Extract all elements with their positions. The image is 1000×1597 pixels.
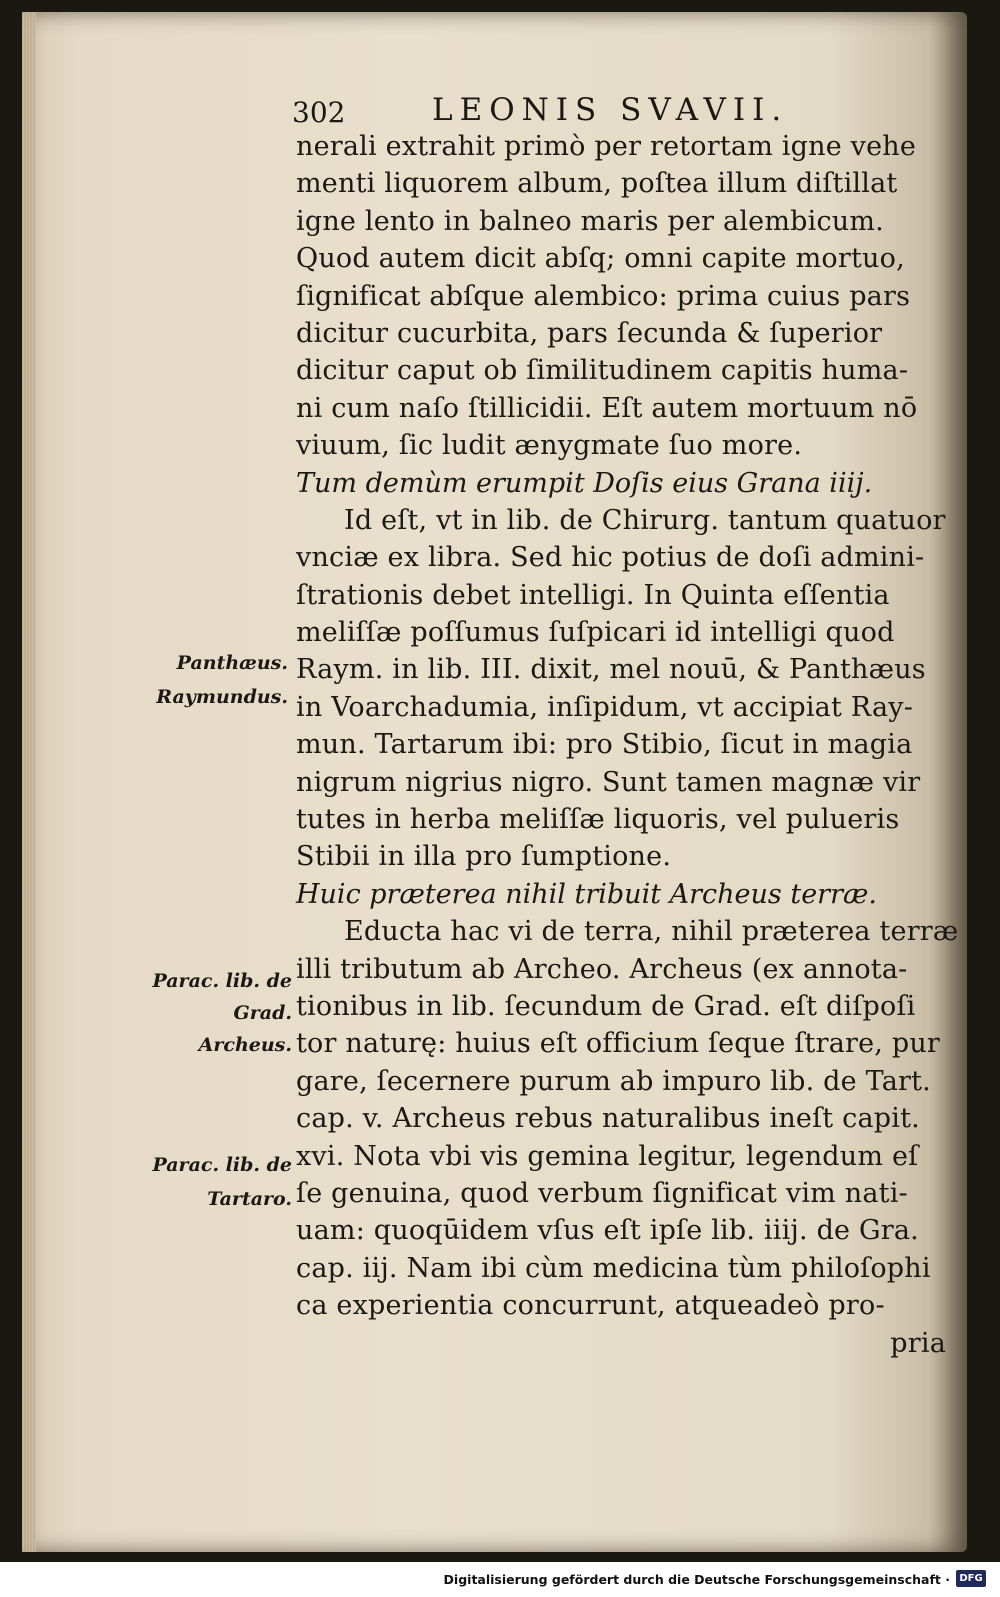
text-line: ca experientia concurrunt, atqueadeò pro-	[296, 1290, 885, 1322]
footer-credit: Digitalisierung gefördert durch die Deutsche Forschungsgemeinschaft ·	[443, 1572, 950, 1587]
text-line: tionibus in lib. ſecundum de Grad. eſt diſpoſi	[296, 990, 916, 1022]
text-line: mun. Tartarum ibi: pro Stibio, ſicut in magia	[296, 729, 913, 761]
text-line: ſignificat abſque alembico: prima cuius pars	[296, 280, 911, 312]
text-line: igne lento in balneo maris per alembicum.	[296, 205, 884, 237]
text-line: nerali extrahit primò per retortam igne vehe	[296, 131, 917, 162]
text-line: viuum, ſic ludit ænygmate ſuo more.	[296, 430, 803, 462]
margin-note: Tartaro.	[207, 1188, 292, 1210]
dfg-logo: DFG	[956, 1570, 986, 1587]
margin-note: Raymundus.	[156, 686, 288, 708]
text-line: cap. v. Archeus rebus naturalibus ineſt capit.	[296, 1103, 920, 1135]
text-line: illi tributum ab Archeo. Archeus (ex annota-	[296, 953, 908, 985]
text-line: tor naturę: huius eſt officium ſeque ſtrare, pur	[296, 1028, 941, 1060]
margin-note: Grad.	[233, 1002, 292, 1024]
text-line: pria	[890, 1327, 946, 1359]
text-line: Educta hac vi de terra, nihil præterea terræ	[344, 916, 959, 948]
main-text-block	[296, 128, 959, 1362]
margin-note: Panthæus.	[176, 652, 288, 674]
running-title: LEONIS SVAVII.	[432, 92, 789, 128]
text-line: gare, ſecernere purum ab impuro lib. de Tart.	[296, 1065, 931, 1097]
text-line: tutes in herba meliſſæ liquoris, vel pulueris	[296, 804, 900, 836]
text-line: Huic præterea nihil tribuit Archeus terræ.	[296, 878, 877, 910]
text-line: ſe genuina, quod verbum ſignificat vim nati-	[296, 1177, 908, 1209]
text-line: ni cum naſo ſtillicidii. Eſt autem mortuum nō	[296, 392, 918, 424]
page-number: 302	[292, 96, 346, 129]
text-line: Tum demùm erumpit Doſis eius Grana iiij.	[296, 467, 873, 499]
text-line: cap. iij. Nam ibi cùm medicina tùm philoſophi	[296, 1252, 931, 1284]
text-line: Stibii in illa pro ſumptione.	[296, 841, 672, 873]
text-line: dicitur caput ob ſimilitudinem capitis huma-	[296, 355, 909, 387]
text-line: vnciæ ex libra. Sed hic potius de doſi admini-	[296, 542, 925, 574]
footer-strip	[0, 1562, 1000, 1597]
text-line: in Voarchadumia, inſipidum, vt accipiat Ray-	[296, 691, 914, 723]
text-line: nigrum nigrius nigro. Sunt tamen magnæ vir	[296, 766, 921, 798]
text-line: dicitur cucurbita, pars ſecunda & ſuperior	[296, 317, 883, 349]
text-line: Raym. in lib. III. dixit, mel nouū, & Panthæus	[296, 654, 926, 686]
page-edge	[22, 12, 36, 1552]
margin-note: Parac. lib. de	[152, 970, 292, 992]
text-line: meliſſæ poſſumus ſuſpicari id intelligi quod	[296, 617, 895, 649]
text-line: ſtrationis debet intelligi. In Quinta eſſentia	[296, 579, 890, 611]
text-line: menti liquorem album, poſtea illum diſtillat	[296, 168, 898, 200]
text-line: xvi. Nota vbi vis gemina legitur, legendum eſ	[296, 1140, 919, 1172]
text-line: Quod autem dicit abſq; omni capite mortuo,	[296, 243, 905, 275]
margin-note: Parac. lib. de	[152, 1154, 292, 1176]
text-line: uam: quoqūidem vſus eſt ipſe lib. iiij. de Gra.	[296, 1215, 919, 1247]
margin-note: Archeus.	[198, 1034, 292, 1056]
text-line: Id eſt, vt in lib. de Chirurg. tantum quatuor	[344, 504, 946, 536]
